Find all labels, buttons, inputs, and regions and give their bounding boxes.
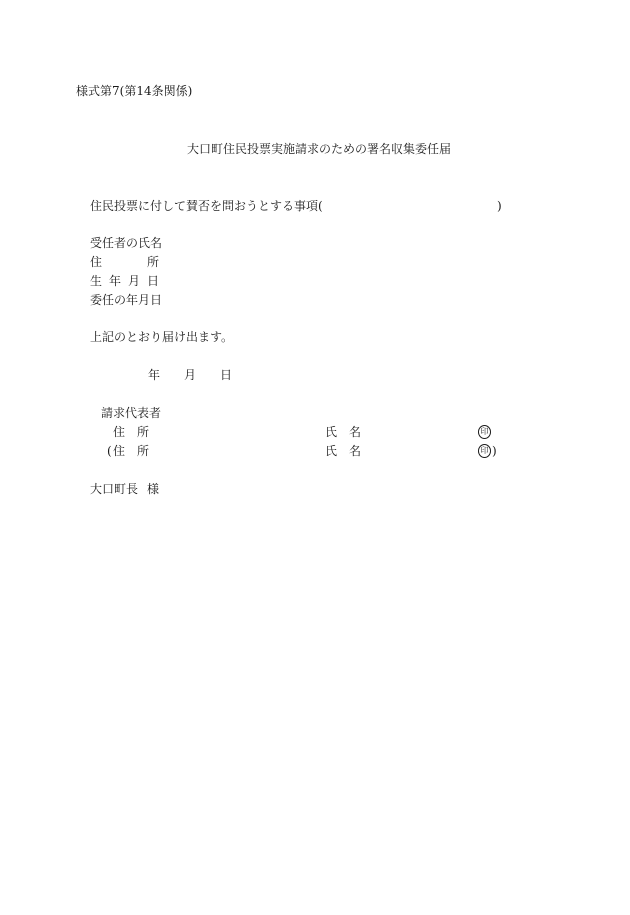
matter-label: 住民投票に付して賛否を問おうとする事項( [90, 199, 323, 213]
date-year: 年 [148, 368, 161, 382]
birth-label-month: 月 [128, 274, 141, 288]
form-title: 大口町住民投票実施請求のための署名収集委任届 [187, 142, 452, 156]
birth-label-day: 日 [147, 274, 160, 288]
address-label-a: 住 [90, 255, 103, 269]
rep-address-label-a: 住 [113, 425, 126, 439]
rep-name-label-b: 名 [349, 425, 362, 439]
rep-name-label-a: 氏 [325, 425, 338, 439]
rep-address-open-paren: ( [107, 444, 112, 458]
rep-address-label-a: 住 [113, 444, 126, 458]
matter-close: ) [497, 199, 502, 213]
addressee-name: 大口町長 [90, 482, 139, 496]
rep-close-paren: ) [492, 444, 497, 458]
birth-label-year: 年 [109, 274, 122, 288]
rep-name-label-a: 氏 [325, 444, 338, 458]
rep-address-label-b: 所 [137, 425, 150, 439]
rep-address-label-b: 所 [137, 444, 150, 458]
rep-name-label-b: 名 [349, 444, 362, 458]
date-day: 日 [220, 368, 233, 382]
form-number: 様式第7(第14条関係) [76, 84, 193, 98]
seal-icon: 印 [478, 425, 491, 439]
date-month: 月 [184, 368, 197, 382]
seal-icon: 印 [478, 444, 491, 458]
delegate-name-label: 受任者の氏名 [90, 236, 163, 250]
address-label-b: 所 [147, 255, 160, 269]
delegation-date-label: 委任の年月日 [90, 293, 163, 307]
addressee-honorific: 様 [147, 482, 160, 496]
representatives-heading: 請求代表者 [101, 406, 162, 420]
statement: 上記のとおり届け出ます。 [90, 330, 234, 344]
birth-label-sei: 生 [90, 274, 103, 288]
